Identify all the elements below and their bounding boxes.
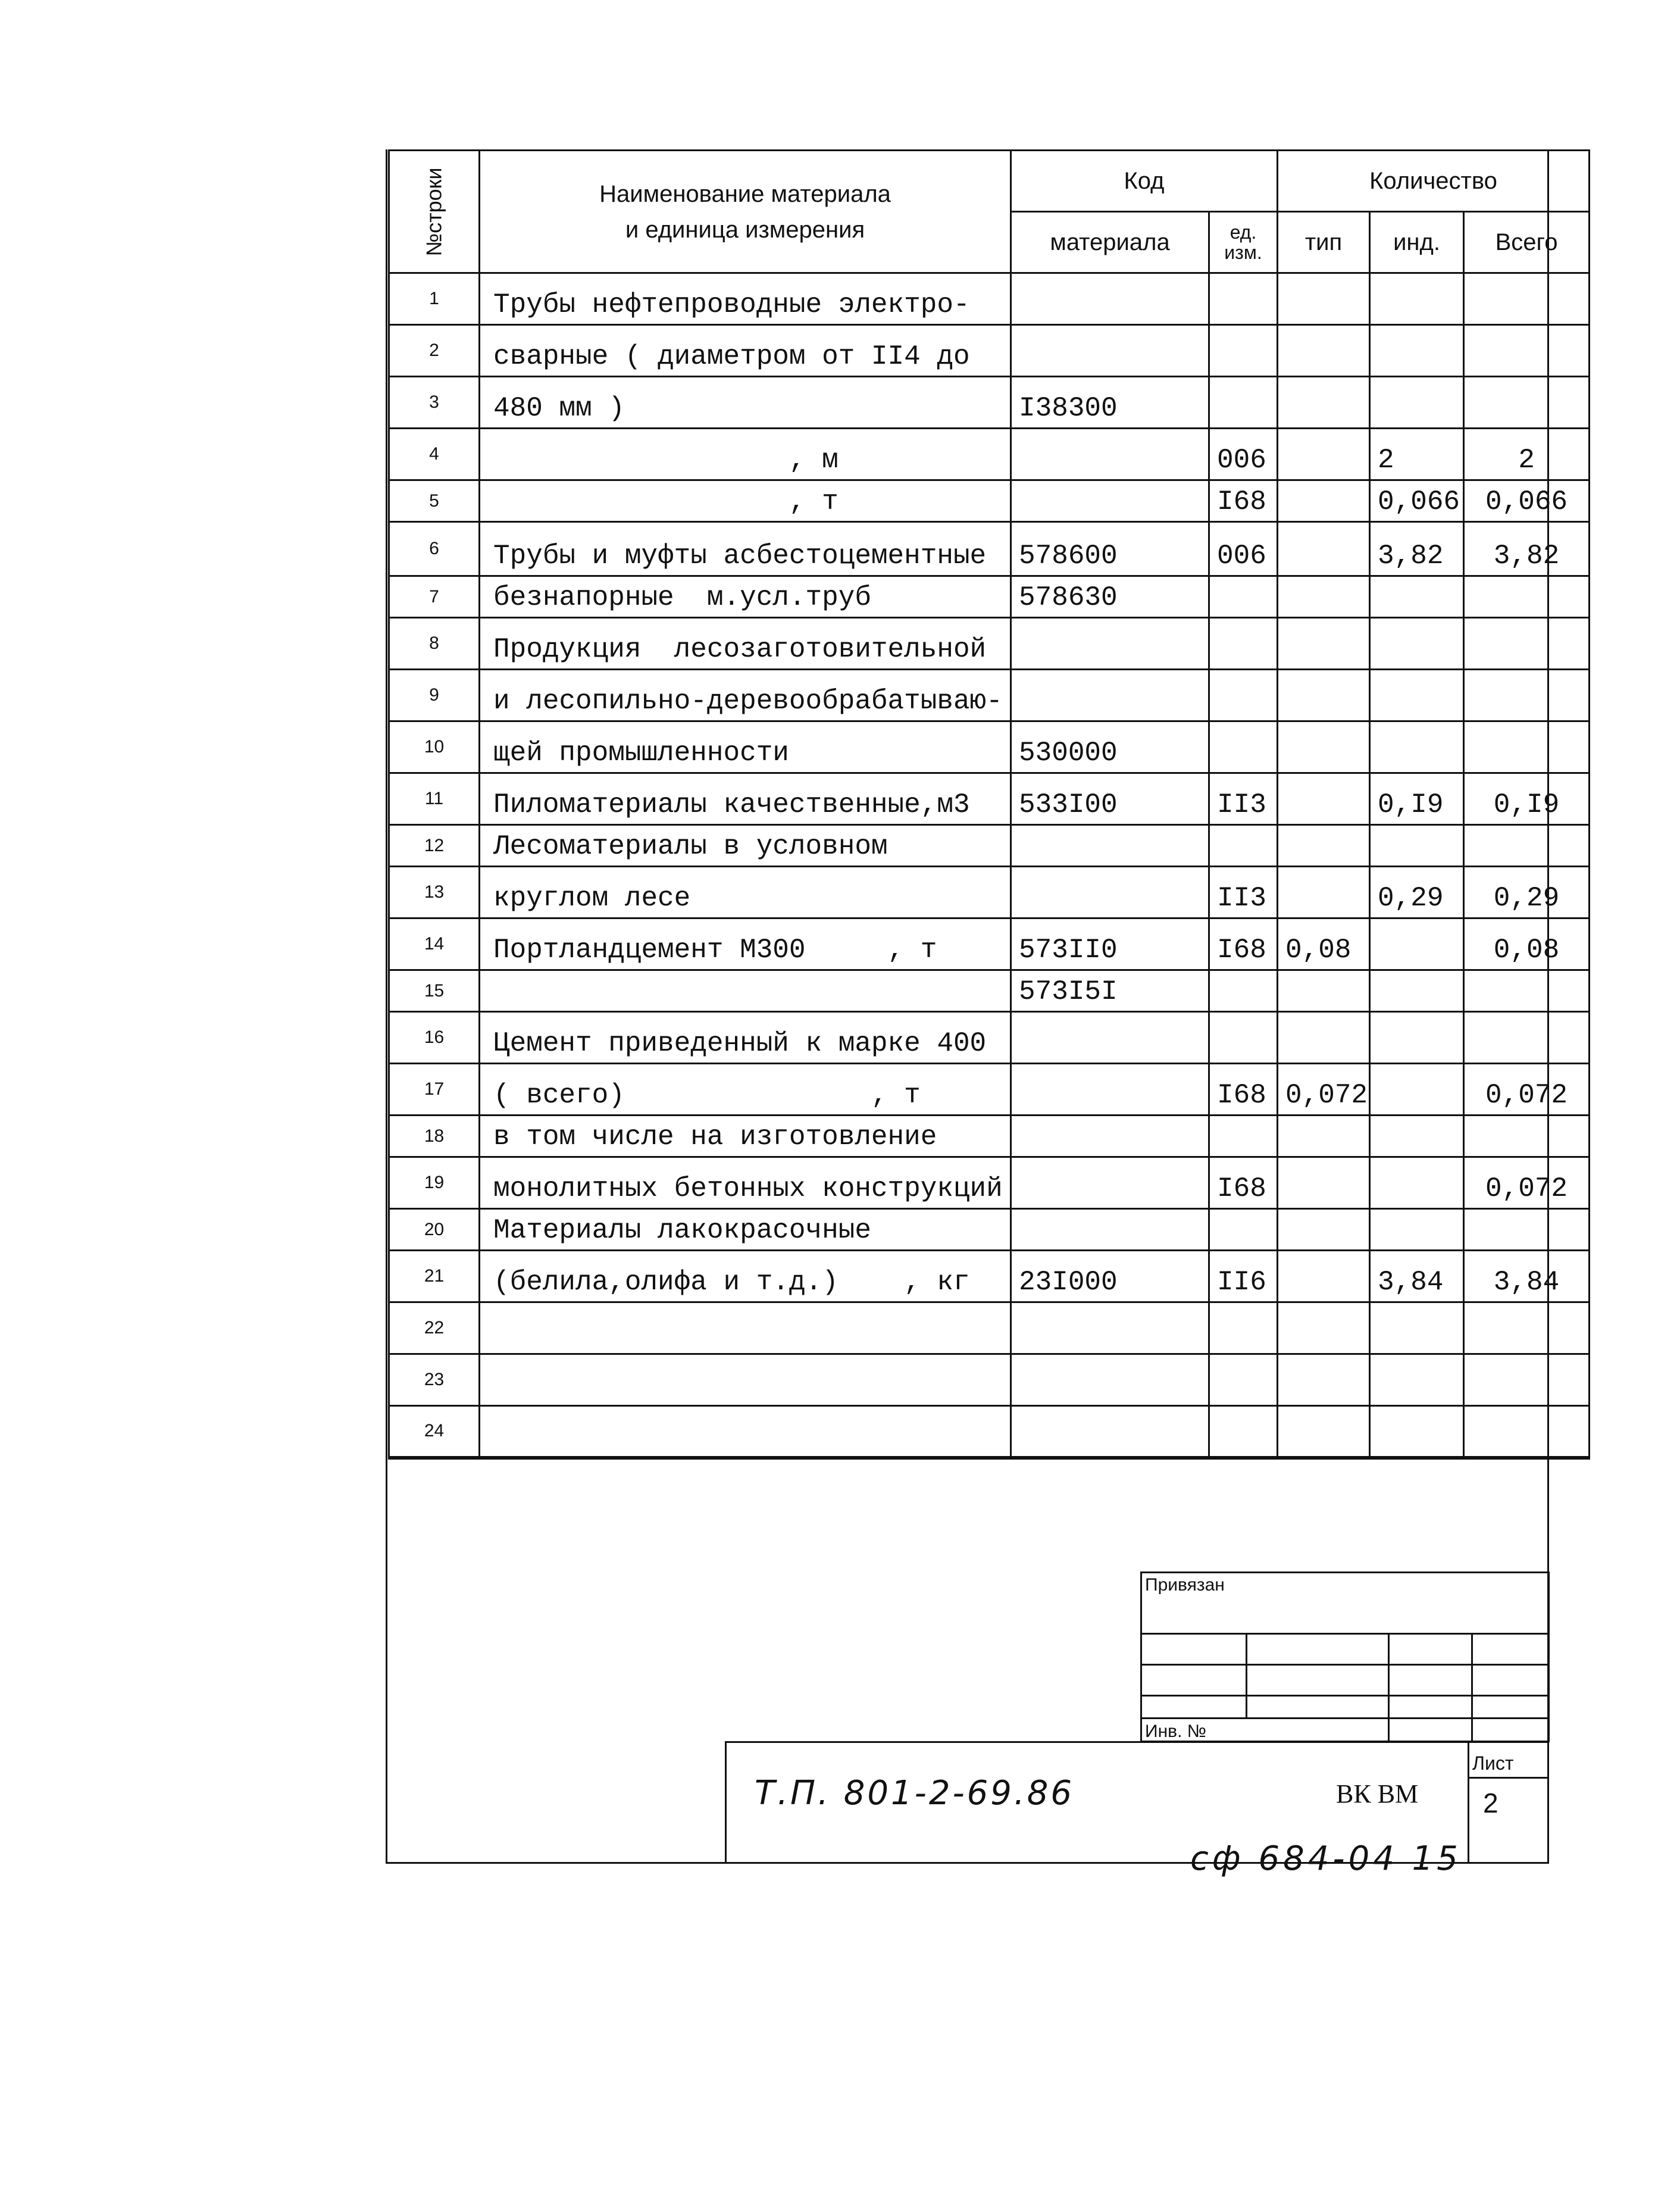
- total-quantity-cell: 2: [1464, 429, 1590, 480]
- unit-code-cell: [1209, 1302, 1278, 1354]
- material-name-cell: , м: [480, 429, 1011, 480]
- table-row: [389, 970, 1590, 1012]
- type-quantity-cell: [1278, 721, 1370, 773]
- individual-quantity-cell: [1370, 1406, 1464, 1458]
- material-name-cell: Цемент приведенный к марке 400: [480, 1012, 1011, 1064]
- row-number-cell: 1: [389, 273, 480, 325]
- total-quantity-cell: [1464, 1406, 1590, 1458]
- unit-code-cell: 006: [1209, 429, 1278, 480]
- total-quantity-cell: [1464, 825, 1590, 867]
- total-quantity-cell: 0,066: [1464, 480, 1590, 522]
- individual-quantity-cell: [1370, 325, 1464, 377]
- total-quantity-cell: [1464, 1354, 1590, 1406]
- unit-code-cell: [1209, 1406, 1278, 1458]
- type-header: тип: [1278, 212, 1370, 273]
- total-quantity-cell: [1464, 618, 1590, 670]
- material-name-cell: (белила,олифа и т.д.) , кг: [480, 1251, 1011, 1302]
- individual-quantity-cell: [1370, 576, 1464, 618]
- unit-code-cell: [1209, 1116, 1278, 1157]
- material-name-cell: Портландцемент М300 , т: [480, 918, 1011, 970]
- total-quantity-cell: [1464, 670, 1590, 721]
- unit-code-cell: [1209, 377, 1278, 429]
- material-code-cell: [1011, 1064, 1209, 1116]
- unit-code-cell: [1209, 670, 1278, 721]
- materials-table: [388, 149, 1590, 1460]
- type-quantity-cell: [1278, 325, 1370, 377]
- unit-code-cell: I68: [1209, 918, 1278, 970]
- individual-quantity-cell: [1370, 618, 1464, 670]
- table-row: [389, 825, 1590, 867]
- table-row: [389, 1251, 1590, 1302]
- unit-code-header: ед. изм.: [1209, 212, 1278, 273]
- unit-code-cell: I68: [1209, 1157, 1278, 1209]
- material-code-cell: [1011, 1012, 1209, 1064]
- material-code-cell: [1011, 1157, 1209, 1209]
- type-quantity-cell: 0,08: [1278, 918, 1370, 970]
- type-quantity-cell: [1278, 670, 1370, 721]
- total-quantity-cell: 0,072: [1464, 1064, 1590, 1116]
- type-quantity-cell: [1278, 618, 1370, 670]
- material-code-cell: [1011, 1209, 1209, 1251]
- material-name-cell: [480, 1302, 1011, 1354]
- table-row: [389, 480, 1590, 522]
- type-quantity-cell: [1278, 773, 1370, 825]
- row-number-cell: 2: [389, 325, 480, 377]
- unit-code-cell: II6: [1209, 1251, 1278, 1302]
- type-quantity-cell: [1278, 1406, 1370, 1458]
- unit-code-cell: [1209, 1209, 1278, 1251]
- material-name-cell: , т: [480, 480, 1011, 522]
- row-number-cell: 5: [389, 480, 480, 522]
- sheet-cell: [1468, 1741, 1469, 1864]
- quantity-group-header: Количество: [1278, 151, 1590, 212]
- material-code-cell: [1011, 480, 1209, 522]
- individual-quantity-cell: [1370, 1209, 1464, 1251]
- attached-label: Привязан: [1145, 1575, 1225, 1595]
- stamp-outline: [1140, 1571, 1550, 1742]
- table-row: [389, 429, 1590, 480]
- material-name-cell: щей промышленности: [480, 721, 1011, 773]
- unit-code-cell: [1209, 970, 1278, 1012]
- individual-quantity-cell: [1370, 1157, 1464, 1209]
- row-number-cell: 24: [389, 1406, 480, 1458]
- material-code-cell: [1011, 273, 1209, 325]
- row-number-cell: 18: [389, 1116, 480, 1157]
- unit-code-cell: [1209, 618, 1278, 670]
- material-code-cell: 530000: [1011, 721, 1209, 773]
- individual-quantity-cell: [1370, 273, 1464, 325]
- individual-quantity-cell: [1370, 377, 1464, 429]
- total-quantity-cell: [1464, 721, 1590, 773]
- material-code-cell: 578630: [1011, 576, 1209, 618]
- row-number-cell: 12: [389, 825, 480, 867]
- row-number-cell: 4: [389, 429, 480, 480]
- row-number-header: №строки: [389, 151, 480, 273]
- total-quantity-cell: 3,82: [1464, 522, 1590, 576]
- unit-code-cell: [1209, 1354, 1278, 1406]
- total-quantity-cell: [1464, 970, 1590, 1012]
- material-name-cell: Лесоматериалы в условном: [480, 825, 1011, 867]
- table-row: [389, 1354, 1590, 1406]
- table-row: [389, 670, 1590, 721]
- material-code-cell: [1011, 670, 1209, 721]
- material-code-cell: [1011, 825, 1209, 867]
- individual-quantity-cell: [1370, 1064, 1464, 1116]
- table-row: [389, 1209, 1590, 1251]
- individual-header: инд.: [1370, 212, 1464, 273]
- inventory-number-label: Инв. №: [1145, 1722, 1206, 1741]
- unit-code-cell: 006: [1209, 522, 1278, 576]
- individual-quantity-cell: [1370, 721, 1464, 773]
- table-row: [389, 377, 1590, 429]
- code-group-header: Код: [1011, 151, 1278, 212]
- row-number-cell: 6: [389, 522, 480, 576]
- row-number-cell: 20: [389, 1209, 480, 1251]
- table-row: [389, 1406, 1590, 1458]
- total-quantity-cell: 0,29: [1464, 867, 1590, 918]
- name-header: Наименование материала и единица измерения: [480, 151, 1011, 273]
- table-row: [389, 1012, 1590, 1064]
- material-code-cell: [1011, 1354, 1209, 1406]
- individual-quantity-cell: 0,066: [1370, 480, 1464, 522]
- total-quantity-cell: [1464, 377, 1590, 429]
- unit-code-cell: [1209, 325, 1278, 377]
- type-quantity-cell: [1278, 1209, 1370, 1251]
- row-number-cell: 10: [389, 721, 480, 773]
- sheet-label: Лист: [1472, 1752, 1514, 1774]
- stamp-row-line: [1140, 1633, 1550, 1635]
- row-number-cell: 22: [389, 1302, 480, 1354]
- unit-code-cell: II3: [1209, 867, 1278, 918]
- individual-quantity-cell: [1370, 970, 1464, 1012]
- material-name-cell: Пиломатериалы качественные,м3: [480, 773, 1011, 825]
- individual-quantity-cell: [1370, 1012, 1464, 1064]
- material-name-cell: и лесопильно-деревообрабатываю-: [480, 670, 1011, 721]
- stamp-row-line: [1140, 1695, 1550, 1697]
- type-quantity-cell: [1278, 867, 1370, 918]
- individual-quantity-cell: 0,I9: [1370, 773, 1464, 825]
- row-number-cell: 11: [389, 773, 480, 825]
- material-name-cell: безнапорные м.усл.труб: [480, 576, 1011, 618]
- row-number-cell: 17: [389, 1064, 480, 1116]
- total-quantity-cell: [1464, 1209, 1590, 1251]
- material-code-cell: [1011, 1406, 1209, 1458]
- individual-quantity-cell: [1370, 918, 1464, 970]
- type-quantity-cell: [1278, 377, 1370, 429]
- stamp-col-line: [1388, 1633, 1390, 1742]
- individual-quantity-cell: [1370, 1116, 1464, 1157]
- table-row: [389, 721, 1590, 773]
- total-quantity-cell: [1464, 576, 1590, 618]
- total-quantity-cell: [1464, 273, 1590, 325]
- material-name-cell: Материалы лакокрасочные: [480, 1209, 1011, 1251]
- material-name-cell: Трубы нефтепроводные электро-: [480, 273, 1011, 325]
- unit-code-cell: [1209, 576, 1278, 618]
- row-number-cell: 23: [389, 1354, 480, 1406]
- material-name-cell: Продукция лесозаготовительной: [480, 618, 1011, 670]
- material-code-cell: [1011, 618, 1209, 670]
- row-number-cell: 13: [389, 867, 480, 918]
- total-quantity-cell: [1464, 1012, 1590, 1064]
- type-quantity-cell: [1278, 429, 1370, 480]
- individual-quantity-cell: 3,82: [1370, 522, 1464, 576]
- table-row: [389, 273, 1590, 325]
- type-quantity-cell: 0,072: [1278, 1064, 1370, 1116]
- individual-quantity-cell: 0,29: [1370, 867, 1464, 918]
- total-quantity-cell: [1464, 1116, 1590, 1157]
- unit-code-cell: [1209, 721, 1278, 773]
- material-name-cell: сварные ( диаметром от II4 до: [480, 325, 1011, 377]
- material-name-cell: [480, 1406, 1011, 1458]
- material-code-cell: [1011, 867, 1209, 918]
- sheet-cell-divider: [1468, 1777, 1549, 1779]
- table-row: [389, 1064, 1590, 1116]
- stamp-row-line: [1140, 1664, 1550, 1666]
- type-quantity-cell: [1278, 1302, 1370, 1354]
- row-number-cell: 14: [389, 918, 480, 970]
- material-code-cell: [1011, 1302, 1209, 1354]
- type-quantity-cell: [1278, 1354, 1370, 1406]
- type-quantity-cell: [1278, 480, 1370, 522]
- table-body: [389, 273, 1590, 1458]
- unit-code-cell: [1209, 1012, 1278, 1064]
- row-number-cell: 16: [389, 1012, 480, 1064]
- unit-code-cell: [1209, 825, 1278, 867]
- material-name-cell: круглом лесе: [480, 867, 1011, 918]
- document-code: Т.П. 801-2-69.86: [755, 1774, 1074, 1813]
- type-quantity-cell: [1278, 1251, 1370, 1302]
- total-quantity-cell: [1464, 1302, 1590, 1354]
- type-quantity-cell: [1278, 825, 1370, 867]
- individual-quantity-cell: 3,84: [1370, 1251, 1464, 1302]
- material-name-cell: ( всего) , т: [480, 1064, 1011, 1116]
- table-row: [389, 325, 1590, 377]
- table-row: [389, 867, 1590, 918]
- material-code-cell: 573I5I: [1011, 970, 1209, 1012]
- stamp-row-line: [1140, 1717, 1550, 1719]
- unit-code-cell: I68: [1209, 1064, 1278, 1116]
- individual-quantity-cell: [1370, 670, 1464, 721]
- total-quantity-cell: 0,08: [1464, 918, 1590, 970]
- total-quantity-cell: [1464, 325, 1590, 377]
- sheet-number: 2: [1483, 1788, 1498, 1819]
- material-code-cell: [1011, 1116, 1209, 1157]
- material-name-cell: 480 мм ): [480, 377, 1011, 429]
- individual-quantity-cell: [1370, 1354, 1464, 1406]
- material-name-cell: в том числе на изготовление: [480, 1116, 1011, 1157]
- table-row: [389, 773, 1590, 825]
- material-name-cell: [480, 970, 1011, 1012]
- unit-code-cell: II3: [1209, 773, 1278, 825]
- type-quantity-cell: [1278, 1012, 1370, 1064]
- table-row: [389, 918, 1590, 970]
- material-code-cell: 578600: [1011, 522, 1209, 576]
- material-code-cell: 573II0: [1011, 918, 1209, 970]
- total-quantity-cell: 0,072: [1464, 1157, 1590, 1209]
- material-name-cell: монолитных бетонных конструкций: [480, 1157, 1011, 1209]
- material-code-header: материала: [1011, 212, 1209, 273]
- individual-quantity-cell: [1370, 1302, 1464, 1354]
- type-quantity-cell: [1278, 1157, 1370, 1209]
- material-code-cell: I38300: [1011, 377, 1209, 429]
- table-row: [389, 1157, 1590, 1209]
- row-number-cell: 3: [389, 377, 480, 429]
- material-code-cell: 533I00: [1011, 773, 1209, 825]
- stamp-col-line: [1246, 1633, 1247, 1717]
- total-header: Всего: [1464, 212, 1590, 273]
- type-quantity-cell: [1278, 273, 1370, 325]
- material-code-cell: [1011, 325, 1209, 377]
- row-number-cell: 9: [389, 670, 480, 721]
- type-quantity-cell: [1278, 1116, 1370, 1157]
- row-number-cell: 7: [389, 576, 480, 618]
- unit-code-cell: [1209, 273, 1278, 325]
- type-quantity-cell: [1278, 522, 1370, 576]
- unit-code-cell: I68: [1209, 480, 1278, 522]
- footer-handwritten-note: сф 684-04 15: [1190, 1839, 1462, 1878]
- material-name-cell: [480, 1354, 1011, 1406]
- individual-quantity-cell: 2: [1370, 429, 1464, 480]
- table-row: [389, 1116, 1590, 1157]
- row-number-cell: 15: [389, 970, 480, 1012]
- type-quantity-cell: [1278, 576, 1370, 618]
- table-row: [389, 1302, 1590, 1354]
- table-row: [389, 522, 1590, 576]
- material-name-cell: Трубы и муфты асбестоцементные: [480, 522, 1011, 576]
- individual-quantity-cell: [1370, 825, 1464, 867]
- row-number-cell: 8: [389, 618, 480, 670]
- total-quantity-cell: 3,84: [1464, 1251, 1590, 1302]
- row-number-cell: 19: [389, 1157, 480, 1209]
- table-row: [389, 576, 1590, 618]
- type-quantity-cell: [1278, 970, 1370, 1012]
- section-code: ВК ВМ: [1336, 1779, 1419, 1808]
- stamp-col-line: [1471, 1633, 1473, 1742]
- material-code-cell: 23I000: [1011, 1251, 1209, 1302]
- row-number-cell: 21: [389, 1251, 480, 1302]
- material-code-cell: [1011, 429, 1209, 480]
- total-quantity-cell: 0,I9: [1464, 773, 1590, 825]
- table-row: [389, 618, 1590, 670]
